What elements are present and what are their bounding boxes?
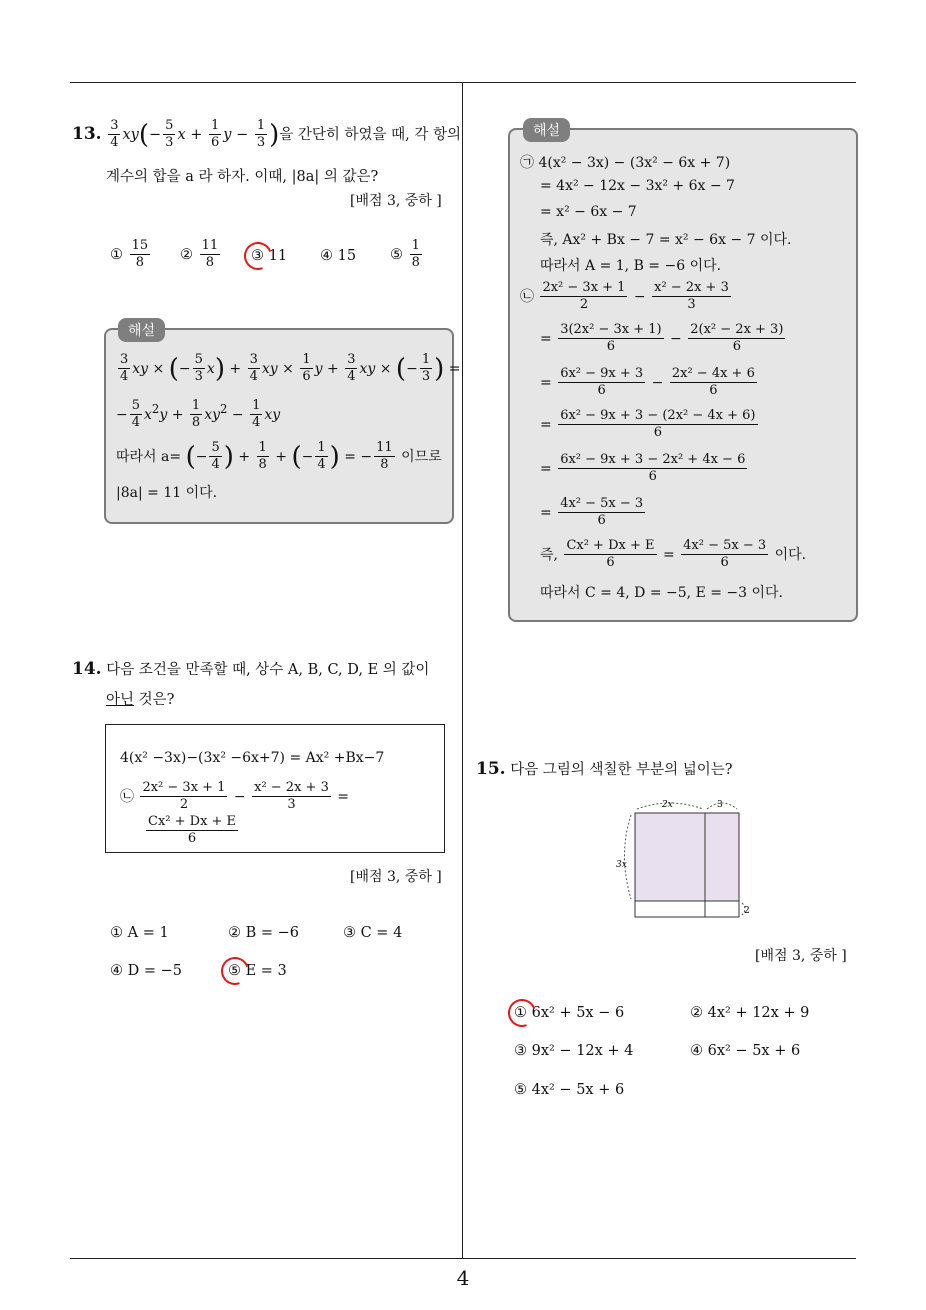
q14-number: 14.: [72, 659, 102, 679]
q13-stem-suffix: 을 간단히 하였을 때, 각 항의: [279, 126, 462, 143]
q15-answer-mark: [503, 994, 540, 1031]
figure-label-2: 2: [744, 906, 750, 916]
q14-choice-5[interactable]: ⑤ E = 3: [228, 963, 287, 979]
q13-choice-1[interactable]: ① $\frac{15}{8}$: [110, 238, 149, 271]
q15-choice-1[interactable]: ① 6x² + 5x − 6: [514, 1005, 625, 1021]
q15-stem: 15. 다음 그림의 색칠한 부분의 넓이는?: [476, 759, 733, 779]
q13-choice-4[interactable]: ④ 15: [320, 248, 357, 264]
q13-number: 13.: [72, 123, 102, 144]
q14-answer-mark: [216, 952, 253, 989]
q15-choice-2[interactable]: ② 4x² + 12x + 9: [690, 1005, 810, 1021]
q13-stem: 13. $\frac{3}{4}$ xy(− $\frac{5}{3}$ x + $\frac{1}{6}$ y − $\frac{1}{3}$ )을 간단히 하였을 때, 각 항의: [72, 118, 462, 151]
q14-choice-3[interactable]: ③ C = 4: [343, 925, 403, 941]
q14-solution-tag: 해설: [523, 118, 570, 142]
q13-score: [배점 3, 중하 ]: [350, 193, 442, 209]
q14-choice-4[interactable]: ④ D = −5: [110, 963, 182, 979]
figure-label-3: 3: [717, 800, 723, 810]
q14-stem-line2: 아닌 것은?: [106, 692, 175, 708]
figure-bottom-strip: [635, 901, 739, 917]
figure-label-3x: 3x: [616, 860, 627, 870]
q14-sol-line11: = $\frac{\text{4x² − 5x − 3}}{6}$: [540, 496, 644, 529]
q14-score: [배점 3, 중하 ]: [350, 869, 442, 885]
q14-condition-2-rhs: $\frac{\text{Cx² + Dx + E}}{6}$: [148, 814, 237, 847]
q13-sol-line4: |8a| = 11 이다.: [116, 485, 218, 501]
q14-sol-line7: = $\frac{\text{3(2x² − 3x + 1)}}{6}$ − $\frac{\text{2(x² − 2x + 3)}}{6}$: [540, 322, 784, 355]
q13-sol-line1: $\frac{3}{4}$ xy × (− $\frac{5}{3}$ x) + $\frac{3}{4}$ xy × $\frac{1}{6}$ y + $\frac{3}{4}$ xy × (− $\frac{1}{3}$ ) =: [120, 352, 461, 385]
bottom-rule: [70, 1258, 856, 1259]
figure-shaded-region: [635, 813, 739, 901]
q13-sol-line2: − $\frac{5}{4}$ $x^2y$ + $\frac{1}{8}$ $xy^2$ − $\frac{1}{4}$ xy: [116, 398, 281, 431]
q14-condition-2: ㉡ $\frac{\text{2x² − 3x + 1}}{2}$ − $\frac{\text{x² − 2x + 3}}{3}$ =: [120, 780, 350, 813]
figure-label-2x: 2x: [662, 800, 673, 810]
q13-sol-line3: 따라서 a= (− $\frac{5}{4}$ ) + $\frac{1}{8}$ + (− $\frac{1}{4}$ ) = − $\frac{11}{8}$ 이므로: [116, 440, 442, 473]
figure-brace-3x: [625, 815, 632, 899]
q13-stem-line2: 계수의 합을 a 라 하자. 이때, |8a| 의 값은?: [106, 169, 379, 185]
q15-choice-5[interactable]: ⑤ 4x² − 5x + 6: [514, 1082, 625, 1098]
q14-sol-line6: ㉡ $\frac{\text{2x² − 3x + 1}}{2}$ − $\frac{\text{x² − 2x + 3}}{3}$: [520, 280, 729, 313]
q14-sol-line2: = 4x² − 12x − 3x² + 6x − 7: [540, 178, 735, 194]
q14-sol-line13: 따라서 C = 4, D = −5, E = −3 이다.: [540, 585, 784, 601]
q14-sol-line8: = $\frac{\text{6x² − 9x + 3}}{6}$ − $\frac{\text{2x² − 4x + 6}}{6}$: [540, 366, 755, 399]
q14-sol-line1: ㉠ 4(x² − 3x) − (3x² − 6x + 7): [520, 155, 731, 171]
q14-sol-line3: = x² − 6x − 7: [540, 204, 637, 220]
q14-stem: 14. 다음 조건을 만족할 때, 상수 A, B, C, D, E 의 값이: [72, 659, 430, 679]
page-number: 4: [456, 1266, 470, 1290]
q14-condition-1: 4(x² −3x)−(3x² −6x+7) = Ax² +Bx−7: [120, 750, 385, 766]
q15-number: 15.: [476, 759, 506, 779]
q13-solution-tag: 해설: [118, 318, 165, 342]
q14-sol-line12: 즉, $\frac{\text{Cx² + Dx + E}}{6}$ = $\frac{\text{4x² − 5x − 3}}{6}$ 이다.: [540, 538, 807, 571]
q14-sol-line5: 따라서 A = 1, B = −6 이다.: [540, 258, 722, 274]
q15-score: [배점 3, 중하 ]: [755, 948, 847, 964]
top-rule: [70, 82, 856, 83]
q13-choice-5[interactable]: ⑤ $\frac{1}{8}$: [390, 238, 420, 271]
q14-sol-line9: = $\frac{\text{6x² − 9x + 3 − (2x² − 4x + 6)}}{6}$: [540, 408, 756, 441]
q15-figure: [610, 795, 760, 925]
q13-choice-3[interactable]: ③ 11: [251, 248, 288, 264]
q14-sol-line10: = $\frac{\text{6x² − 9x + 3 − 2x² + 4x − 6}}{6}$: [540, 452, 746, 485]
column-divider: [462, 82, 463, 1258]
q13-choice-2[interactable]: ② $\frac{11}{8}$: [180, 238, 219, 271]
q14-choice-1[interactable]: ① A = 1: [110, 925, 169, 941]
q15-choice-3[interactable]: ③ 9x² − 12x + 4: [514, 1043, 634, 1059]
q14-sol-line4: 즉, Ax² + Bx − 7 = x² − 6x − 7 이다.: [540, 232, 792, 248]
q13-answer-mark: [239, 237, 276, 274]
q14-choice-2[interactable]: ② B = −6: [228, 925, 300, 941]
q15-choice-4[interactable]: ④ 6x² − 5x + 6: [690, 1043, 801, 1059]
